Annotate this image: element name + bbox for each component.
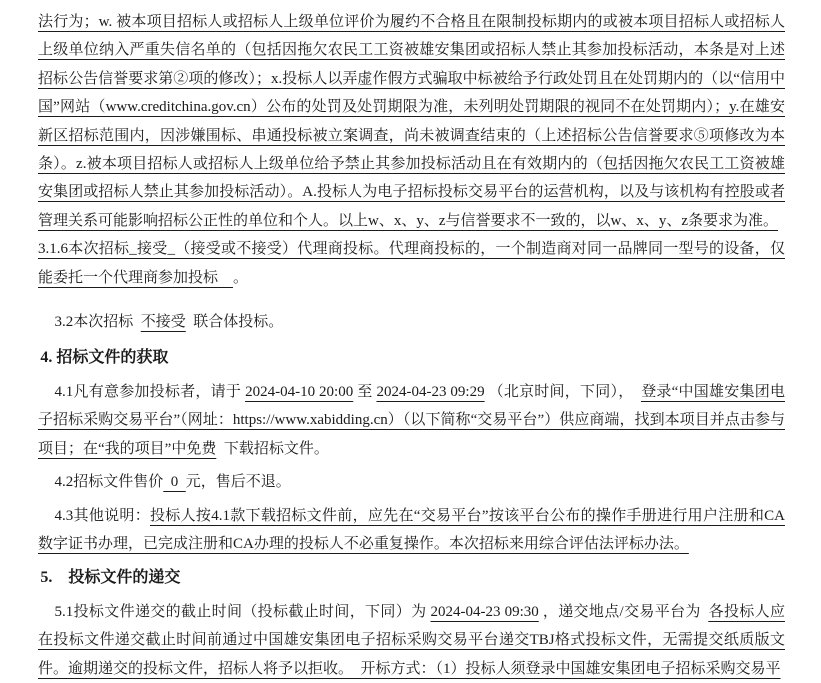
underlined-text-segment: 不接受 xyxy=(140,314,186,331)
underlined-text-segment: 各投标人应在投标文件递交截止时间前通过中国雄安集团电子招标采购交易平台递交TBJ格式投标文件，无需提交纸质版文件。逾期递交的投标文件，招标人将予以拒收。 开标方式：（1）投标人须登录中国雄安集团电子招标采购交易平 xyxy=(38,603,785,677)
underlined-text-segment: 2024-04-10 20:00 xyxy=(245,383,354,400)
underlined-text-segment: 2024-04-23 09:30 xyxy=(430,603,539,620)
clause-4-1-download-period xyxy=(38,378,785,463)
underlined-text-segment: 0 xyxy=(163,474,186,491)
section-heading-4-obtaining-documents: 4. 招标文件的获取 xyxy=(40,349,169,367)
clause-credit-requirements xyxy=(38,8,785,235)
clause-4-3-other-notes xyxy=(38,502,785,559)
clause-4-2-document-price xyxy=(38,468,785,496)
text-segment: 元，售后不退。 xyxy=(185,474,291,491)
text-segment: ，递交地点/交易平台为 xyxy=(538,603,709,620)
section-heading-5-bid-submission: 5. 投标文件的递交 xyxy=(40,569,181,587)
text-segment: 4.2招标文件售价 xyxy=(54,474,164,491)
clause-3-1-6-agent-bidding xyxy=(38,235,785,292)
clause-5-1-submission-deadline xyxy=(38,598,785,683)
text-segment: （北京时间，下同）， xyxy=(484,383,641,400)
underlined-text-segment: 投标人按4.1款下载招标文件前，应先在“交易平台”按该平台公布的操作手册进行用户注册和CA数字证书办理，已完成注册和CA办理的投标人不必重复操作。本次招标来用综合评估法评标办法。 xyxy=(38,507,785,552)
text-segment: 至 xyxy=(353,383,377,400)
underlined-text-segment: 登录“中国雄安集团电子招标采购交易平台”（网址：https://www.xabidding.cn）（以下简称“交易平台”）供应商端，找到本项目并点击参与项目；在“我的项目”中免费 xyxy=(38,383,785,457)
underlined-text-segment: 2024-04-23 09:29 xyxy=(376,383,485,400)
text-segment: 4.1凡有意参加投标者，请于 xyxy=(54,383,246,400)
text-segment: 下载招标文件。 xyxy=(216,440,329,457)
underlined-text-segment: 法行为；w. 被本项目招标人或招标人上级单位评价为履约不合格且在限制投标期内的或被本项目招标人或招标人上级单位纳入严重失信名单的（包括因拖欠农民工工资被雄安集团或招标人禁止其参加投标活动，本条是对上述招标公告信誉要求第②项的修改）；x.投标人以弄虚作假方式骗取中标被给予行政处罚且在处罚期内的（以“信用中国”网站（www.creditchina.gov.cn）公布的处罚及处罚期限为准，未列明处罚期限的视同不在处罚期内）；y.在雄安新区招标范围内，因涉嫌围标、串通投标被立案调查，尚未被调查结束的（上述招标公告信誉要求⑤项修改为本条）。z.被本项目招标人或招标人上级单位给予禁止其参加投标活动且在有效期内的（包括因拖欠农民工工资被雄安集团或招标人禁止其参加投标活动）。A.投标人为电子招标投标交易平台的运营机构，以及与该机构有控股或者管理关系可能影响招标公正性的单位和个人。以上w、x、y、z与信誉要求不一致的，以w、x、y、z条要求为准。 xyxy=(38,14,785,229)
text-segment: 5.1投标文件递交的截止时间（投标截止时间，下同）为 xyxy=(54,603,431,620)
text-segment: 3.2本次招标 xyxy=(54,314,141,331)
text-segment: 。 xyxy=(233,269,249,286)
clause-3-2-consortium-bidding xyxy=(38,308,785,336)
text-segment: 联合体投标。 xyxy=(185,314,284,331)
text-segment: 4.3其他说明： xyxy=(54,507,151,524)
underlined-text-segment: 3.1.6本次招标_接受_（接受或不接受）代理商投标。代理商投标的，一个制造商对同一品牌同一型号的设备，仅能委托一个代理商参加投标 xyxy=(38,241,785,286)
